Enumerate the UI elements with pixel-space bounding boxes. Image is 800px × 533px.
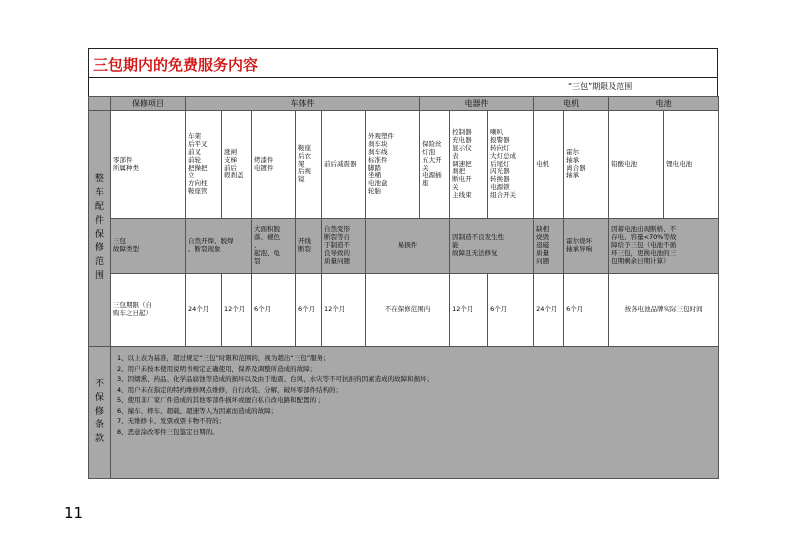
side-label-parts-text: 整 车 配 件 保 修 范 围 [94, 173, 104, 282]
fault-motor: 缺相 烧毁 退磁 质量 问题 [534, 219, 564, 274]
side-label-parts [89, 111, 111, 347]
table-row [89, 274, 719, 347]
exclusion-notes [111, 347, 719, 479]
cell-frame: 车架 后平叉 前叉 前轮 把操把 立 方向柱 鞍座管 [186, 111, 222, 219]
header-electrical: 电器件 [420, 97, 534, 111]
period-motor: 24个月 [534, 274, 564, 347]
side-label-excluded-text: 不 保 修 条 款 [94, 378, 104, 445]
header-item: 保修项目 [111, 97, 186, 111]
page-number: 11 [64, 504, 84, 522]
period-controller: 12个月 [450, 274, 488, 347]
cell-brake: 涨闸 支梯 前后 毂刹盖 [222, 111, 252, 219]
cell-fuse: 保险丝 灯泡 五大开 关 电源插 座 [420, 111, 450, 219]
cell-saddle: 鞍座 后衣 架 后视 镜 [296, 111, 322, 219]
period-brake: 12个月 [222, 274, 252, 347]
table-row [89, 219, 719, 274]
cell-motor: 电机 [534, 111, 564, 219]
title-divider [88, 77, 718, 78]
row-label-parts: 零部件 所属种类 [111, 111, 186, 219]
period-hall: 6个月 [564, 274, 609, 347]
cell-exterior: 外观塑件 刹车块 刹车线 标准件 脚踏 坐桶 电池盒 轮胎 [366, 111, 420, 219]
side-label-excluded [89, 347, 111, 479]
page-title: 三包期内的免费服务内容 [93, 56, 259, 74]
fault-wear-parts: 易损件 [366, 219, 450, 274]
fault-saddle: 开线 断裂 [296, 219, 322, 274]
table-subtitle: “三包”期限及范围 [568, 82, 633, 91]
cell-lithium-battery: 锂电电池 [664, 111, 719, 219]
period-wear-parts: 不在保修范围内 [366, 274, 450, 347]
fault-electrical: 因制造不良发生性 能 故障且无法修复 [450, 219, 534, 274]
period-horn: 6个月 [488, 274, 534, 347]
fault-paint: 大面积脱 落、褪色 、 起泡、龟 裂 [252, 219, 296, 274]
period-shock: 12个月 [322, 274, 366, 347]
row-label-fault: 三包 故障类型 [111, 219, 186, 274]
list-item: 1、以上表为基准，超过规定“三包”时限和范围的，视为超出“三包”服务； [117, 354, 330, 362]
period-saddle: 6个月 [296, 274, 322, 347]
list-item: 5、使用非厂家厂件造成的其他零部件损坏或擅自私自改电路和配置的 ； [117, 396, 325, 405]
fault-battery: 因蓄电池出现断格、不 存电、容量<70%等故 障给予三包（电池不循 环三包，更换电池的三 包期剩余日期计算） [609, 219, 719, 274]
list-item: 6、撞车、摔车、超载、超速等人为因素而造成的故障； [117, 406, 278, 415]
fault-hall: 霍尔烧坏 轴承异响 [564, 219, 609, 274]
fault-shock: 自然变形 断裂等自 于制造不 良导致的 质量问题 [322, 219, 366, 274]
table-row [89, 347, 719, 479]
header-row [89, 97, 719, 111]
list-item: 7、无维修卡、发票或票卡物不符的； [117, 417, 226, 426]
list-item: 3、因烟熏、药品、化学品腐蚀等造成的损坏以及由于地震、台风、水灾等不可抗拒的因素造成的故障和损坏； [117, 375, 434, 384]
table-row [89, 111, 719, 219]
warranty-table [88, 96, 719, 479]
list-item: 2、用户未按本使用说明书规定正确使用，保养及调整所造成的故障； [117, 364, 317, 373]
row-label-period: 三包期限（自 购车之日起） [111, 274, 186, 347]
header-battery: 电池 [609, 97, 719, 111]
cell-hall: 霍尔 轴承 离合器 轴承 [564, 111, 609, 219]
cell-horn: 喇叭 报警器 转向灯 大灯总成 后尾灯 闪光器 转换器 电源锁 组合开关 [488, 111, 534, 219]
cell-shock: 前后减震器 [322, 111, 366, 219]
header-motor: 电机 [534, 97, 609, 111]
list-item: 4、用户未在指定的特约维修网点维修，自行改装、分解，破坏零部件结构的； [117, 385, 343, 394]
fault-frame: 自然开焊、脱焊 、断裂现象 [186, 219, 252, 274]
cell-lead-battery: 铅酸电池 [609, 111, 664, 219]
cell-paint: 烤漆件 电镀件 [252, 111, 296, 219]
header-body-parts: 车体件 [186, 97, 420, 111]
period-frame: 24个月 [186, 274, 222, 347]
cell-controller: 控制器 充电器 显示仪 表 调速把 刹把 断电开 关 主线束 [450, 111, 488, 219]
list-item: 8、恶意涂改零件三包鉴定日期的。 [117, 427, 219, 436]
period-paint: 6个月 [252, 274, 296, 347]
period-battery: 按各电池品牌实际三包时间 [609, 274, 719, 347]
